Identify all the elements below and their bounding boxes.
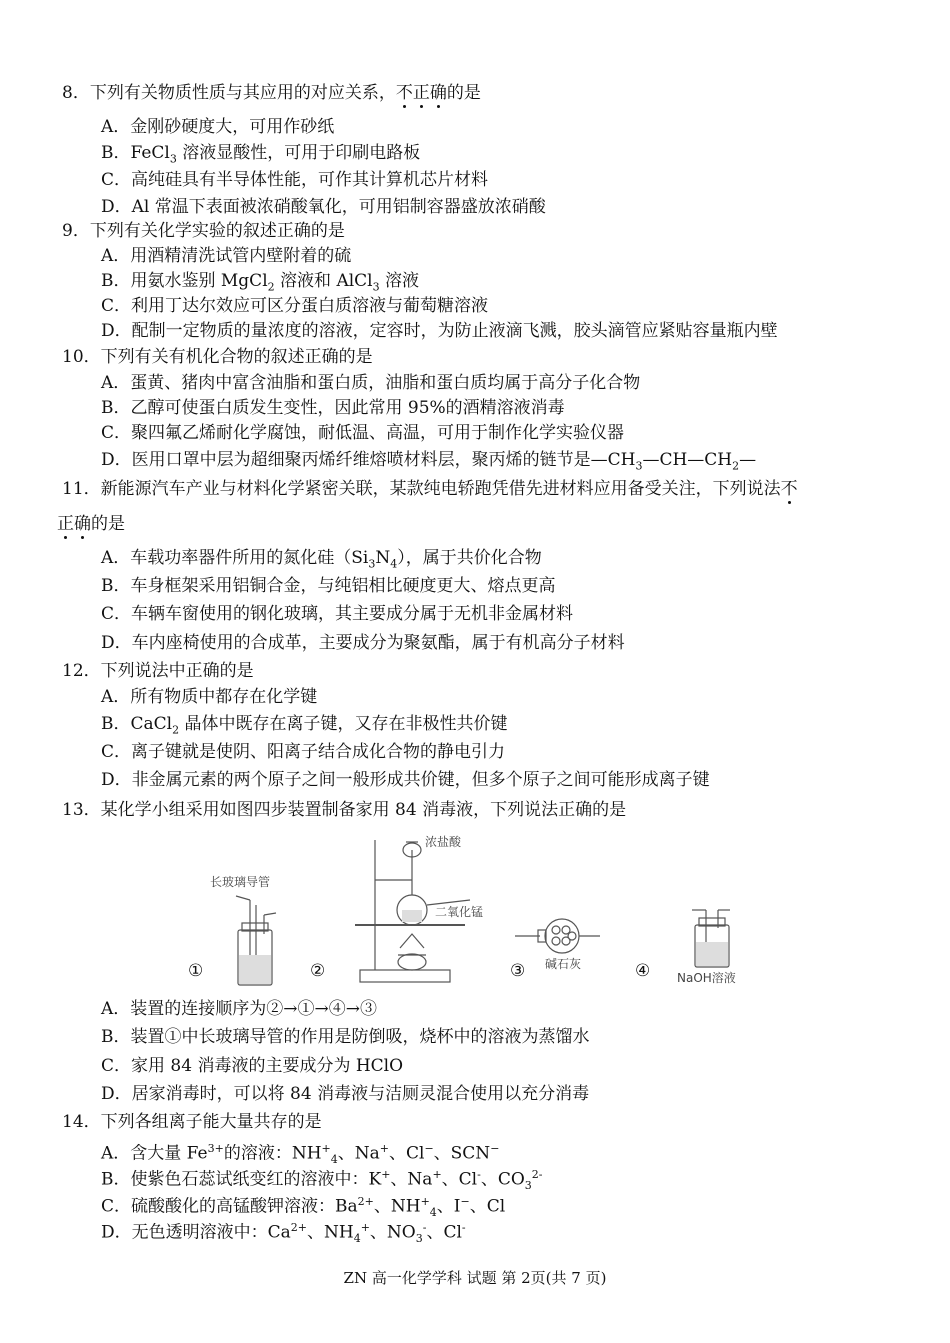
question-8-option-a: A．金刚砂硬度大，可用作砂纸: [101, 117, 335, 137]
question-9-option-b: B．用氨水鉴别 MgCl$_2$ 溶液和 AlCl$_3$ 溶液: [101, 271, 420, 294]
label-concentrated-hcl: 浓盐酸: [425, 835, 462, 849]
question-12-option-d: D．非金属元素的两个原子之间一般形成共价键，但多个原子之间可能形成离子键: [101, 770, 710, 790]
question-9-option-c: C．利用丁达尔效应可区分蛋白质溶液与葡萄糖溶液: [101, 296, 489, 316]
question-11-option-a: A．车载功率器件所用的氮化硅$(Si_3N_4)$，属于共价化合物: [101, 548, 542, 571]
label-long-glass-tube: 长玻璃导管: [210, 875, 271, 889]
question-11-option-d: D．车内座椅使用的合成革，主要成分为聚氨酯，属于有机高分子材料: [101, 633, 625, 653]
question-10-option-b: B．乙醇可使蛋白质发生变性，因此常用 95%的酒精溶液消毒: [101, 398, 565, 418]
question-13-option-b: B．装置①中长玻璃导管的作用是防倒吸，烧杯中的溶液为蒸馏水: [101, 1027, 590, 1047]
question-14-option-a: A．含大量 $Fe^{3+}$的溶液：$NH^+_4$、Na+、Cl−、SCN−: [101, 1142, 500, 1167]
question-13-option-a: A．装置的连接顺序为②→①→④→③: [101, 999, 378, 1019]
question-11-stem-continued: 正确的是: [57, 514, 125, 534]
label-manganese-dioxide: 二氧化锰: [435, 905, 484, 919]
page-footer: ZN 高一化学学科 试题 第 2页(共 7 页): [343, 1269, 607, 1287]
question-10-stem: 10．下列有关有机化合物的叙述正确的是: [62, 347, 373, 367]
question-12-option-b: B．CaCl$_2$ 晶体中既存在离子键，又存在非极性共价键: [101, 714, 508, 737]
question-11-option-c: C．车辆车窗使用的钢化玻璃，其主要成分属于无机非金属材料: [101, 604, 574, 624]
label-naoh-solution: NaOH溶液: [677, 971, 736, 985]
question-14-option-c: C．硫酸酸化的高锰酸钾溶液：$Ba^{2+}$、$NH^+_4$、I−、Cl: [101, 1195, 506, 1220]
question-8-option-b: B．FeCl$_3$ 溶液显酸性，可用于印刷电路板: [101, 143, 421, 166]
question-9-option-d: D．配制一定物质的量浓度的溶液，定容时，为防止液滴飞溅，胶头滴管应紧贴容量瓶内壁: [101, 321, 778, 341]
question-14-option-d: D．无色透明溶液中：$Ca^{2+}$、$NH_4^+$、$NO_3^-$、Cl-: [101, 1221, 466, 1246]
figure-number-4: ④: [635, 961, 651, 981]
question-13-option-d: D．居家消毒时，可以将 84 消毒液与洁厕灵混合使用以充分消毒: [101, 1084, 590, 1104]
question-8-stem: 8．下列有关物质性质与其应用的对应关系，不正确的是: [62, 83, 481, 103]
question-12-option-c: C．离子键就是使阴、阳离子结合成化合物的静电引力: [101, 742, 506, 762]
question-13-option-c: C．家用 84 消毒液的主要成分为 HClO: [101, 1056, 404, 1076]
question-11-option-b: B．车身框架采用铝铜合金，与纯铝相比硬度更大、熔点更高: [101, 576, 556, 596]
question-10-option-d: D．医用口罩中层为超细聚丙烯纤维熔喷材料层，聚丙烯的链节是$—CH_3—CH—CH_2—$: [101, 450, 757, 473]
figure-number-3: ③: [510, 961, 526, 981]
question-8-option-d: D．Al 常温下表面被浓硝酸氧化，可用铝制容器盛放浓硝酸: [101, 197, 546, 217]
question-8-option-c: C．高纯硅具有半导体性能，可作其计算机芯片材料: [101, 170, 489, 190]
question-10-option-c: C．聚四氟乙烯耐化学腐蚀，耐低温、高温，可用于制作化学实验仪器: [101, 423, 625, 443]
question-10-option-a: A．蛋黄、猪肉中富含油脂和蛋白质，油脂和蛋白质均属于高分子化合物: [101, 373, 641, 393]
question-9-option-a: A．用酒精清洗试管内壁附着的硫: [101, 246, 352, 266]
apparatus-4-bottle: [692, 910, 730, 967]
apparatus-1-bottle: [236, 896, 276, 985]
label-soda-lime: 碱石灰: [545, 957, 582, 971]
question-12-stem: 12．下列说法中正确的是: [62, 661, 254, 681]
question-11-stem: 11．新能源汽车产业与材料化学紧密关联，某款纯电轿跑凭借先进材料应用备受关注，下列说法不: [62, 479, 798, 499]
figure-number-1: ①: [188, 961, 204, 981]
question-14-stem: 14．下列各组离子能大量共存的是: [62, 1112, 322, 1132]
question-9-stem: 9．下列有关化学实验的叙述正确的是: [62, 221, 345, 241]
apparatus-figure: [180, 830, 780, 990]
figure-number-2: ②: [310, 961, 326, 981]
question-13-stem: 13．某化学小组采用如图四步装置制备家用 84 消毒液，下列说法正确的是: [62, 800, 627, 820]
question-12-option-a: A．所有物质中都存在化学键: [101, 687, 318, 707]
apparatus-3-drying-tube: [515, 919, 600, 953]
question-14-option-b: B．使紫色石蕊试纸变红的溶液中：K+、Na+、Cl-、$CO_3^{2-}$: [101, 1168, 543, 1193]
